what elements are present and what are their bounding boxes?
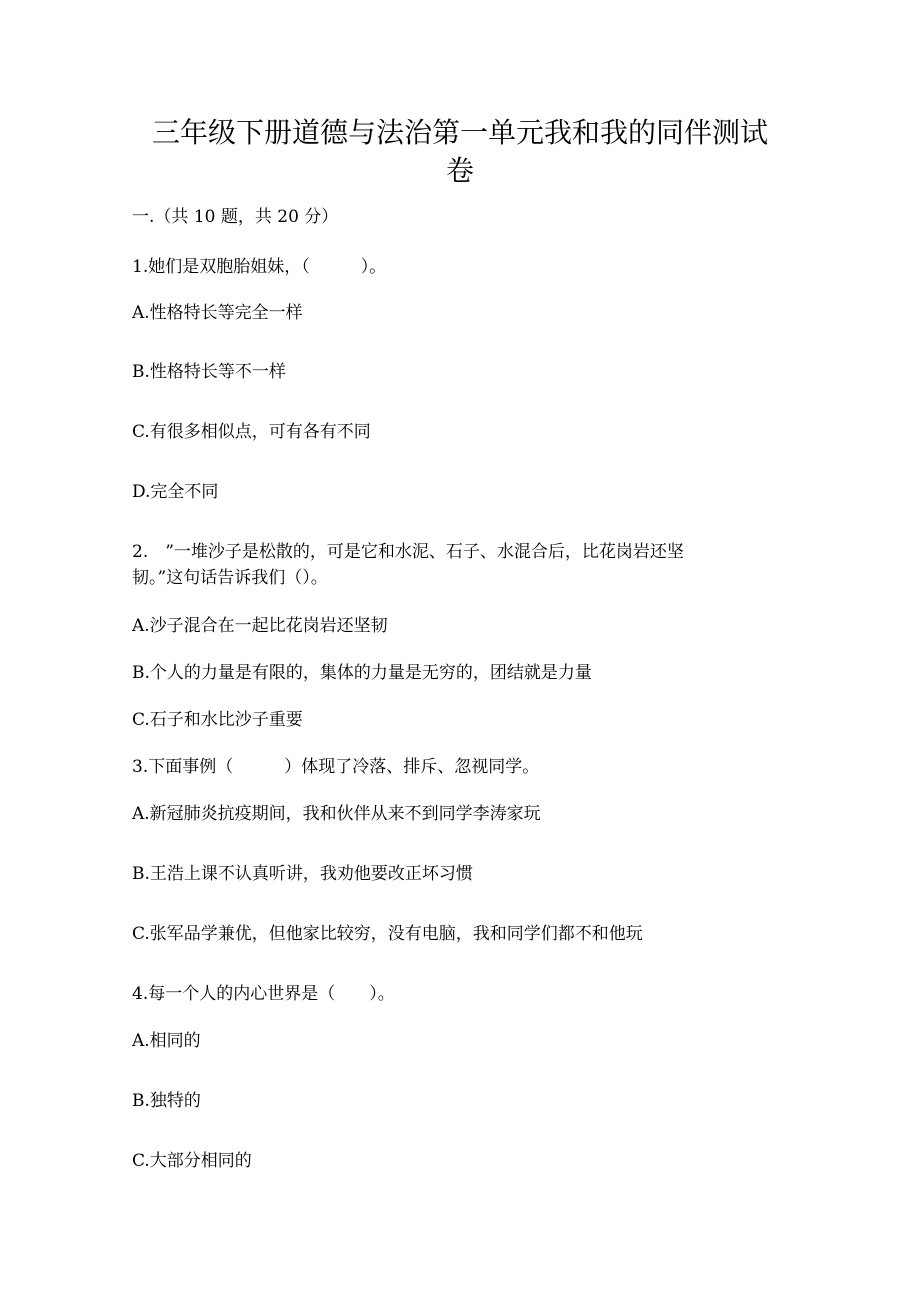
question-3-option-b: B.王浩上课不认真听讲，我劝他要改正坏习惯	[132, 864, 473, 884]
question-4-stem: 4.每一个人的内心世界是（ ）。	[132, 984, 395, 1004]
question-4-option-a: A.相同的	[132, 1031, 201, 1051]
question-1-option-b: B.性格特长等不一样	[132, 362, 286, 382]
question-1-option-a: A.性格特长等完全一样	[132, 303, 303, 323]
question-3-option-c: C.张军品学兼优，但他家比较穷，没有电脑，我和同学们都不和他玩	[132, 924, 643, 944]
question-2-option-a: A.沙子混合在一起比花岗岩还坚韧	[132, 616, 388, 636]
question-1-stem: 1.她们是双胞胎姐妹，（ ）。	[132, 257, 387, 277]
section-header: 一.（共 10 题，共 20 分）	[132, 207, 339, 227]
question-3-stem: 3.下面事例（ ）体现了冷落、排斥、忽视同学。	[132, 757, 540, 777]
question-3-option-a: A.新冠肺炎抗疫期间，我和伙伴从来不到同学李涛家玩	[132, 804, 541, 824]
document-title: 三年级下册道德与法治第一单元我和我的同伴测试卷	[151, 116, 768, 187]
question-2-option-c: C.石子和水比沙子重要	[132, 710, 303, 730]
question-4-option-b: B.独特的	[132, 1091, 201, 1111]
question-2-stem-line-1: 2. ”一堆沙子是松散的，可是它和水泥、石子、水混合后，比花岗岩还坚	[132, 542, 684, 562]
question-2-option-b: B.个人的力量是有限的，集体的力量是无穷的，团结就是力量	[132, 663, 592, 683]
question-1-option-d: D.完全不同	[132, 482, 219, 502]
question-2-stem-line-2: 韧。”这句话告诉我们（）。	[132, 568, 328, 588]
question-1-option-c: C.有很多相似点，可有各有不同	[132, 422, 371, 442]
question-4-option-c: C.大部分相同的	[132, 1151, 252, 1171]
